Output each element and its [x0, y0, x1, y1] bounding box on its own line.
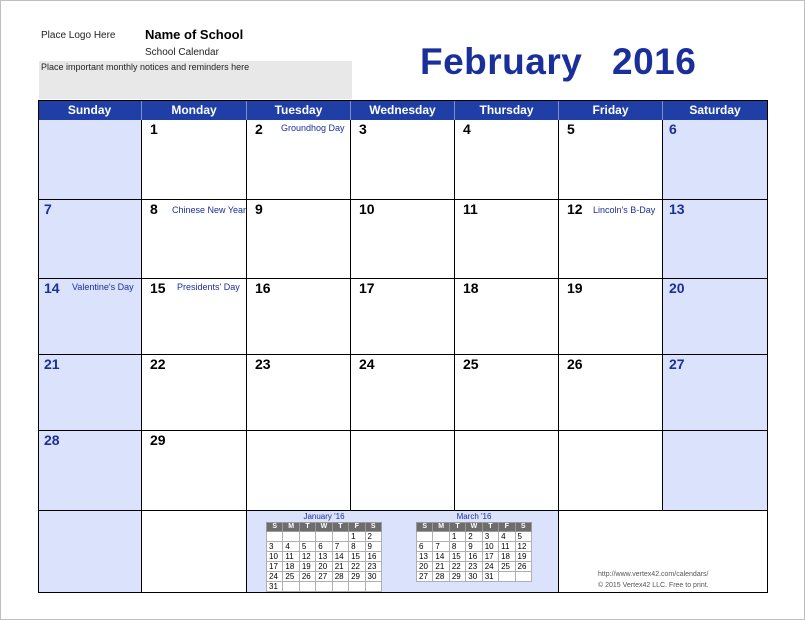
- day-cell[interactable]: [142, 355, 247, 431]
- day-number: 5: [567, 121, 575, 137]
- day-cell[interactable]: [247, 279, 351, 355]
- mini-day: [316, 532, 332, 542]
- day-cell[interactable]: [247, 200, 351, 279]
- mini-day: 23: [466, 562, 482, 572]
- mini-day: 8: [449, 542, 465, 552]
- mini-day: 19: [299, 562, 315, 572]
- day-number: 22: [150, 356, 166, 372]
- day-cell[interactable]: [351, 200, 455, 279]
- notice-text: Place important monthly notices and reminders here: [41, 62, 250, 72]
- mini-day: 13: [316, 552, 332, 562]
- mini-day: 5: [515, 532, 531, 542]
- mini-day: 14: [433, 552, 449, 562]
- mini-day: 27: [417, 572, 433, 582]
- mini-day: 30: [466, 572, 482, 582]
- mini-day: 2: [365, 532, 381, 542]
- mini-day: 18: [499, 552, 515, 562]
- mini-weekday: T: [299, 523, 315, 532]
- day-cell[interactable]: [455, 200, 559, 279]
- mini-day: [433, 532, 449, 542]
- mini-day: 21: [332, 562, 348, 572]
- mini-day: [332, 532, 348, 542]
- day-number: 17: [359, 280, 375, 296]
- mini-weekday: S: [515, 523, 531, 532]
- day-number: 25: [463, 356, 479, 372]
- mini-day: 10: [482, 542, 498, 552]
- weekday-header: Friday: [559, 100, 663, 120]
- day-cell[interactable]: [663, 355, 768, 431]
- mini-day: 26: [299, 572, 315, 582]
- day-cell[interactable]: [38, 279, 142, 355]
- mini-day: 26: [515, 562, 531, 572]
- day-number: 12: [567, 201, 583, 217]
- weekday-header: Thursday: [455, 100, 559, 120]
- mini-day: 6: [417, 542, 433, 552]
- day-number: 26: [567, 356, 583, 372]
- day-cell[interactable]: [559, 200, 663, 279]
- mini-weekday: S: [267, 523, 283, 532]
- day-cell[interactable]: [142, 279, 247, 355]
- day-cell[interactable]: [663, 431, 768, 511]
- mini-weekday: S: [365, 523, 381, 532]
- mini-day: 24: [267, 572, 283, 582]
- footer-url: http://www.vertex42.com/calendars/: [598, 571, 709, 578]
- mini-day: 6: [316, 542, 332, 552]
- mini-day: 11: [499, 542, 515, 552]
- day-cell[interactable]: [351, 431, 455, 511]
- day-event: Lincoln's B-Day: [593, 205, 656, 215]
- day-number: 1: [150, 121, 158, 137]
- mini-day: 20: [417, 562, 433, 572]
- mini-day: 10: [267, 552, 283, 562]
- mini-day: 29: [449, 572, 465, 582]
- mini-day: [299, 532, 315, 542]
- day-cell[interactable]: [247, 431, 351, 511]
- mini-day: 29: [349, 572, 365, 582]
- mini-weekday: T: [449, 523, 465, 532]
- mini-day: 4: [499, 532, 515, 542]
- notice-box: [39, 61, 352, 99]
- day-number: 14: [44, 280, 60, 296]
- mini-day: 8: [349, 542, 365, 552]
- mini-day: [417, 532, 433, 542]
- mini-weekday: M: [283, 523, 299, 532]
- mini-day: [283, 532, 299, 542]
- day-cell[interactable]: [455, 279, 559, 355]
- mini-day: 1: [349, 532, 365, 542]
- day-number: 3: [359, 121, 367, 137]
- mini-weekday: T: [332, 523, 348, 532]
- mini-weekday: F: [499, 523, 515, 532]
- weekday-header: Tuesday: [247, 100, 351, 120]
- mini-calendar: [416, 512, 532, 582]
- mini-day: 7: [332, 542, 348, 552]
- mini-weekday: W: [466, 523, 482, 532]
- mini-day: 3: [482, 532, 498, 542]
- mini-day: 17: [482, 552, 498, 562]
- day-number: 9: [255, 201, 263, 217]
- mini-day: 16: [466, 552, 482, 562]
- mini-day: 31: [482, 572, 498, 582]
- day-cell[interactable]: [559, 120, 663, 200]
- year-title: 2016: [612, 41, 697, 82]
- mini-day: 15: [349, 552, 365, 562]
- day-event: Chinese New Year: [172, 205, 247, 215]
- footer-cell: [38, 511, 142, 593]
- day-number: 18: [463, 280, 479, 296]
- day-cell[interactable]: [142, 200, 247, 279]
- day-cell[interactable]: [455, 120, 559, 200]
- day-number: 21: [44, 356, 60, 372]
- day-number: 2: [255, 121, 263, 137]
- mini-day: 21: [433, 562, 449, 572]
- mini-day: 22: [349, 562, 365, 572]
- month-grid: [38, 100, 768, 593]
- day-number: 13: [669, 201, 685, 217]
- day-cell[interactable]: [142, 120, 247, 200]
- mini-day: 18: [283, 562, 299, 572]
- mini-weekday: T: [482, 523, 498, 532]
- mini-weekday: M: [433, 523, 449, 532]
- day-number: 8: [150, 201, 158, 217]
- month-title: February: [420, 41, 583, 82]
- mini-day: 16: [365, 552, 381, 562]
- mini-day: 25: [283, 572, 299, 582]
- day-cell[interactable]: [247, 355, 351, 431]
- day-number: 15: [150, 280, 166, 296]
- day-cell[interactable]: [38, 200, 142, 279]
- mini-weekday: F: [349, 523, 365, 532]
- day-number: 11: [463, 201, 478, 217]
- mini-day: 24: [482, 562, 498, 572]
- day-cell[interactable]: [663, 279, 768, 355]
- mini-day: 11: [283, 552, 299, 562]
- day-cell[interactable]: [351, 279, 455, 355]
- mini-day: 19: [515, 552, 531, 562]
- day-number: 7: [44, 201, 52, 217]
- day-cell[interactable]: [559, 279, 663, 355]
- day-cell[interactable]: [247, 120, 351, 200]
- mini-day: 22: [449, 562, 465, 572]
- mini-day: 4: [283, 542, 299, 552]
- footer-cell: [559, 511, 768, 593]
- day-cell[interactable]: [38, 431, 142, 511]
- day-number: 4: [463, 121, 471, 137]
- mini-day: 17: [267, 562, 283, 572]
- logo-placeholder: Place Logo Here: [41, 30, 116, 41]
- weekday-header: Monday: [142, 100, 247, 120]
- day-number: 20: [669, 280, 685, 296]
- mini-day: 13: [417, 552, 433, 562]
- mini-calendar-title: March '16: [456, 512, 492, 521]
- weekday-header: Wednesday: [351, 100, 455, 120]
- mini-calendar-title: January '16: [303, 512, 345, 521]
- mini-day: 28: [332, 572, 348, 582]
- day-cell[interactable]: [351, 355, 455, 431]
- mini-day: [316, 582, 332, 592]
- mini-day: [283, 582, 299, 592]
- day-cell[interactable]: [663, 200, 768, 279]
- day-number: 6: [669, 121, 677, 137]
- mini-day: 7: [433, 542, 449, 552]
- mini-day: [349, 582, 365, 592]
- mini-day: 1: [449, 532, 465, 542]
- day-number: 24: [359, 356, 375, 372]
- mini-day: [267, 532, 283, 542]
- day-cell[interactable]: [455, 355, 559, 431]
- mini-day: [299, 582, 315, 592]
- school-subtitle: School Calendar: [145, 47, 219, 58]
- mini-day: 12: [299, 552, 315, 562]
- mini-day: 23: [365, 562, 381, 572]
- mini-day: 15: [449, 552, 465, 562]
- mini-day: 3: [267, 542, 283, 552]
- mini-day: 2: [466, 532, 482, 542]
- day-cell[interactable]: [559, 431, 663, 511]
- day-cell[interactable]: [455, 431, 559, 511]
- mini-day: 30: [365, 572, 381, 582]
- mini-day: 27: [316, 572, 332, 582]
- mini-day: 12: [515, 542, 531, 552]
- mini-day: 14: [332, 552, 348, 562]
- school-name: Name of School: [145, 27, 244, 42]
- day-number: 10: [359, 201, 375, 217]
- footer-copyright: © 2015 Vertex42 LLC. Free to print.: [598, 582, 709, 589]
- day-cell[interactable]: [663, 120, 768, 200]
- weekday-header: Saturday: [663, 100, 768, 120]
- day-cell[interactable]: [142, 431, 247, 511]
- day-number: 28: [44, 432, 60, 448]
- day-cell[interactable]: [38, 120, 142, 200]
- day-number: 19: [567, 280, 583, 296]
- day-cell[interactable]: [38, 355, 142, 431]
- weekday-header: Sunday: [38, 100, 142, 120]
- mini-day: 31: [267, 582, 283, 592]
- day-event: Valentine's Day: [72, 282, 134, 292]
- day-event: Presidents' Day: [177, 282, 240, 292]
- day-number: 23: [255, 356, 271, 372]
- day-number: 29: [150, 432, 166, 448]
- mini-day: 9: [365, 542, 381, 552]
- mini-day: 25: [499, 562, 515, 572]
- footer-cell: [142, 511, 247, 593]
- mini-day: [499, 572, 515, 582]
- day-cell[interactable]: [351, 120, 455, 200]
- mini-weekday: S: [417, 523, 433, 532]
- day-event: Groundhog Day: [281, 123, 345, 133]
- day-number: 16: [255, 280, 271, 296]
- day-cell[interactable]: [559, 355, 663, 431]
- mini-weekday: W: [316, 523, 332, 532]
- mini-day: [515, 572, 531, 582]
- mini-day: [332, 582, 348, 592]
- mini-day: 9: [466, 542, 482, 552]
- mini-day: [365, 582, 381, 592]
- mini-day: 20: [316, 562, 332, 572]
- mini-calendar: [266, 512, 382, 592]
- mini-day: 5: [299, 542, 315, 552]
- day-number: 27: [669, 356, 685, 372]
- mini-day: 28: [433, 572, 449, 582]
